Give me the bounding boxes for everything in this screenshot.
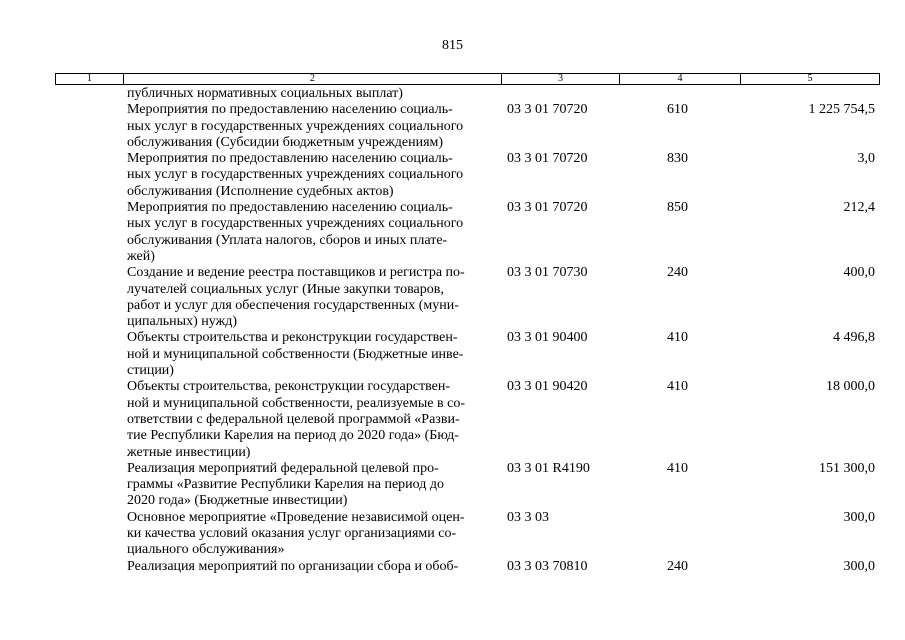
row-code: 03 3 03 70810 xyxy=(507,558,588,574)
description-line: Мероприятия по предоставлению населению социаль- xyxy=(127,102,453,118)
table-body xyxy=(0,86,905,575)
row-description xyxy=(127,510,493,559)
row-expense-type: 830 xyxy=(667,151,688,167)
table-row xyxy=(0,461,905,510)
description-line: ной и муниципальной собственности (Бюджетные инве- xyxy=(127,346,464,362)
row-amount: 1 225 754,5 xyxy=(808,102,875,118)
row-amount: 400,0 xyxy=(843,265,875,281)
description-line: обслуживания (Субсидии бюджетным учреждениям) xyxy=(127,134,444,150)
description-line: Создание и ведение реестра поставщиков и регистра по- xyxy=(127,265,465,281)
table-row xyxy=(0,200,905,265)
row-amount: 300,0 xyxy=(843,509,875,525)
row-expense-type: 850 xyxy=(667,200,688,216)
row-code: 03 3 01 90420 xyxy=(507,379,588,395)
row-description xyxy=(127,559,493,575)
table-row xyxy=(0,510,905,559)
table-row xyxy=(0,559,905,575)
description-line: Основное мероприятие «Проведение независимой оцен- xyxy=(127,509,465,525)
table-header xyxy=(55,73,880,85)
description-line: Реализация мероприятий федеральной целевой про- xyxy=(127,460,439,476)
row-code: 03 3 01 70720 xyxy=(507,102,588,118)
header-col-2: 2 xyxy=(124,74,502,84)
row-code: 03 3 01 70720 xyxy=(507,151,588,167)
row-description xyxy=(127,86,493,102)
table-row xyxy=(0,330,905,379)
description-line: Мероприятия по предоставлению населению социаль- xyxy=(127,200,453,216)
description-line: обслуживания (Исполнение судебных актов) xyxy=(127,183,394,199)
row-description xyxy=(127,461,493,510)
table-row xyxy=(0,151,905,200)
description-line: жей) xyxy=(127,248,155,264)
description-line: граммы «Развитие Республики Карелия на период до xyxy=(127,477,445,493)
row-description xyxy=(127,330,493,379)
description-line: Реализация мероприятий по организации сбора и обоб- xyxy=(127,558,459,574)
description-line: ципальных) нужд) xyxy=(127,314,238,330)
description-line: обслуживания (Уплата налогов, сборов и иных плате- xyxy=(127,232,448,248)
description-line: циального обслуживания» xyxy=(127,542,285,558)
row-code: 03 3 01 90400 xyxy=(507,330,588,346)
description-line: ответствии с федеральной целевой программой «Разви- xyxy=(127,411,460,427)
row-amount: 3,0 xyxy=(857,151,875,167)
table-row xyxy=(0,265,905,330)
header-col-1: 1 xyxy=(56,74,124,84)
row-amount: 4 496,8 xyxy=(833,330,875,346)
row-expense-type: 410 xyxy=(667,460,688,476)
row-code: 03 3 01 R4190 xyxy=(507,460,590,476)
header-col-4: 4 xyxy=(620,74,741,84)
description-line: ки качества условий оказания услуг организациями со- xyxy=(127,526,457,542)
description-line: Объекты строительства, реконструкции государствен- xyxy=(127,379,450,395)
row-description xyxy=(127,379,493,460)
row-expense-type: 410 xyxy=(667,330,688,346)
description-line: тие Республики Карелия на период до 2020 года» (Бюд- xyxy=(127,428,459,444)
header-col-3: 3 xyxy=(502,74,620,84)
table-row xyxy=(0,102,905,151)
row-code: 03 3 03 xyxy=(507,509,549,525)
table-row xyxy=(0,379,905,461)
description-line: ных услуг в государственных учреждениях социального xyxy=(127,167,464,183)
header-col-5: 5 xyxy=(807,73,813,84)
description-line: Объекты строительства и реконструкции государствен- xyxy=(127,330,458,346)
description-line: Мероприятия по предоставлению населению социаль- xyxy=(127,151,453,167)
row-code: 03 3 01 70720 xyxy=(507,200,588,216)
row-expense-type: 610 xyxy=(667,102,688,118)
row-expense-type: 240 xyxy=(667,558,688,574)
row-amount: 212,4 xyxy=(843,200,875,216)
description-line: ной и муниципальной собственности, реализуемые в со- xyxy=(127,395,465,411)
row-amount: 18 000,0 xyxy=(826,379,875,395)
row-expense-type: 410 xyxy=(667,379,688,395)
description-line: публичных нормативных социальных выплат) xyxy=(127,86,403,101)
row-description xyxy=(127,265,493,330)
description-line: ных услуг в государственных учреждениях социального xyxy=(127,118,464,134)
description-line: стиции) xyxy=(127,363,174,379)
row-description xyxy=(127,200,493,265)
description-line: работ и услуг для обеспечения государственных (муни- xyxy=(127,297,459,313)
description-line: 2020 года» (Бюджетные инвестиции) xyxy=(127,493,348,509)
row-description xyxy=(127,102,493,151)
row-amount: 151 300,0 xyxy=(819,460,875,476)
description-line: жетные инвестиции) xyxy=(127,444,251,460)
page-number: 815 xyxy=(442,38,463,53)
row-amount: 300,0 xyxy=(843,558,875,574)
description-line: лучателей социальных услуг (Иные закупки товаров, xyxy=(127,281,444,297)
row-code: 03 3 01 70730 xyxy=(507,265,588,281)
description-line: ных услуг в государственных учреждениях социального xyxy=(127,216,464,232)
row-description xyxy=(127,151,493,200)
table-row xyxy=(0,86,905,102)
row-expense-type: 240 xyxy=(667,265,688,281)
